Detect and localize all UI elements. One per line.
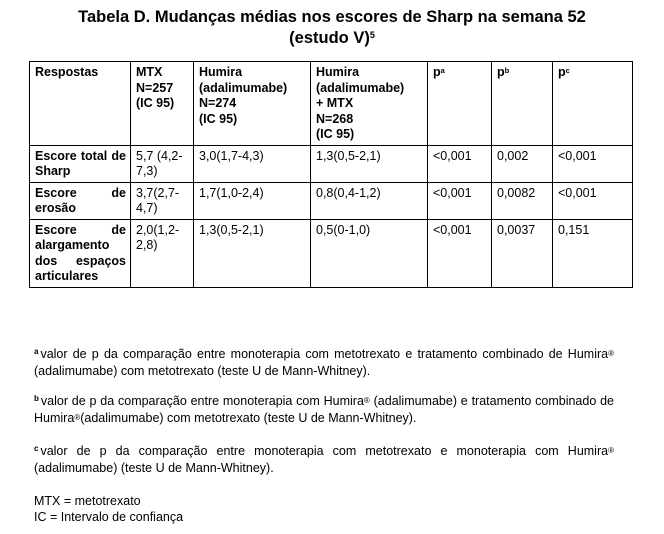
cell-mtx: 5,7 (4,2-7,3)	[131, 145, 194, 182]
header-pc-label: p	[558, 65, 566, 79]
cell-pb: 0,0082	[492, 182, 553, 219]
footnote-b-text-mid: (adalimumabe) e tratamento combinado de Humira	[34, 394, 614, 425]
registered-mark: ®	[74, 412, 81, 422]
header-pb-sup: b	[504, 66, 510, 75]
footnote-a-text: valor de p da comparação entre monoterapia com metotrexato e tratamento combinado de Humira	[40, 347, 609, 361]
registered-mark: ®	[608, 349, 614, 358]
title-line-1: Tabela D. Mudanças médias nos escores de Sharp na semana 52	[78, 8, 586, 26]
cell-pc: <0,001	[553, 145, 633, 182]
footnote-c-text: valor de p da comparação entre monoterapia com metotrexato e monoterapia com Humira	[40, 444, 609, 458]
cell-pc: 0,151	[553, 219, 633, 287]
footnote-a-mark: a	[34, 347, 39, 356]
title-reference: 5	[369, 30, 375, 40]
cell-combo: 1,3(0,5-2,1)	[311, 145, 428, 182]
footnote-b-text-end: (adalimumabe) com metotrexato (teste U de Mann-Whitney).	[80, 410, 417, 425]
abbreviation-ic: IC = Intervalo de confiança	[34, 509, 184, 524]
footnote-c	[34, 444, 614, 476]
footnote-b-mark: b	[34, 394, 39, 403]
cell-pa: <0,001	[428, 219, 492, 287]
table-row	[30, 145, 633, 182]
header-mtx: MTX N=257 (IC 95)	[131, 62, 194, 146]
table-title	[0, 7, 664, 49]
sharp-score-table	[29, 61, 633, 288]
footnote-c-mark: c	[34, 444, 39, 453]
cell-humira: 1,3(0,5-2,1)	[194, 219, 311, 287]
header-pb-label: p	[497, 65, 505, 79]
cell-humira: 3,0(1,7-4,3)	[194, 145, 311, 182]
header-pc-sup: c	[565, 66, 570, 75]
table-row	[30, 219, 633, 287]
abbreviations	[34, 494, 614, 525]
footnote-a	[34, 347, 614, 379]
row-label: Escore de erosão	[30, 182, 131, 219]
cell-combo: 0,5(0-1,0)	[311, 219, 428, 287]
cell-pb: 0,002	[492, 145, 553, 182]
row-label: Escore de alargamento dos espaços articulares	[30, 219, 131, 287]
cell-pa: <0,001	[428, 145, 492, 182]
table-row	[30, 182, 633, 219]
title-study: (estudo V)	[289, 29, 370, 47]
header-humira-mtx: Humira (adalimumabe) + MTX N=268 (IC 95)	[311, 62, 428, 146]
cell-mtx: 3,7(2,7-4,7)	[131, 182, 194, 219]
header-pc	[553, 62, 633, 146]
header-humira: Humira (adalimumabe) N=274 (IC 95)	[194, 62, 311, 146]
footnote-b	[34, 394, 614, 426]
cell-combo: 0,8(0,4-1,2)	[311, 182, 428, 219]
header-respostas: Respostas	[30, 62, 131, 146]
cell-humira: 1,7(1,0-2,4)	[194, 182, 311, 219]
cell-pa: <0,001	[428, 182, 492, 219]
header-pa-label: p	[433, 65, 441, 79]
header-pa	[428, 62, 492, 146]
registered-mark: ®	[608, 446, 614, 455]
title-line-2	[0, 28, 664, 49]
abbreviation-mtx: MTX = metotrexato	[34, 494, 141, 508]
registered-mark: ®	[363, 396, 370, 405]
cell-pc: <0,001	[553, 182, 633, 219]
footnote-c-text-end: (adalimumabe) (teste U de Mann-Whitney).	[34, 460, 274, 475]
footnote-b-text: valor de p da comparação entre monoterapia com Humira	[40, 394, 364, 408]
cell-pb: 0,0037	[492, 219, 553, 287]
row-label: Escore total de Sharp	[30, 145, 131, 182]
cell-mtx: 2,0(1,2-2,8)	[131, 219, 194, 287]
footnote-a-text-end: (adalimumabe) com metotrexato (teste U de Mann-Whitney).	[34, 363, 371, 378]
header-pa-sup: a	[440, 66, 445, 75]
header-pb	[492, 62, 553, 146]
header-row	[30, 62, 633, 146]
